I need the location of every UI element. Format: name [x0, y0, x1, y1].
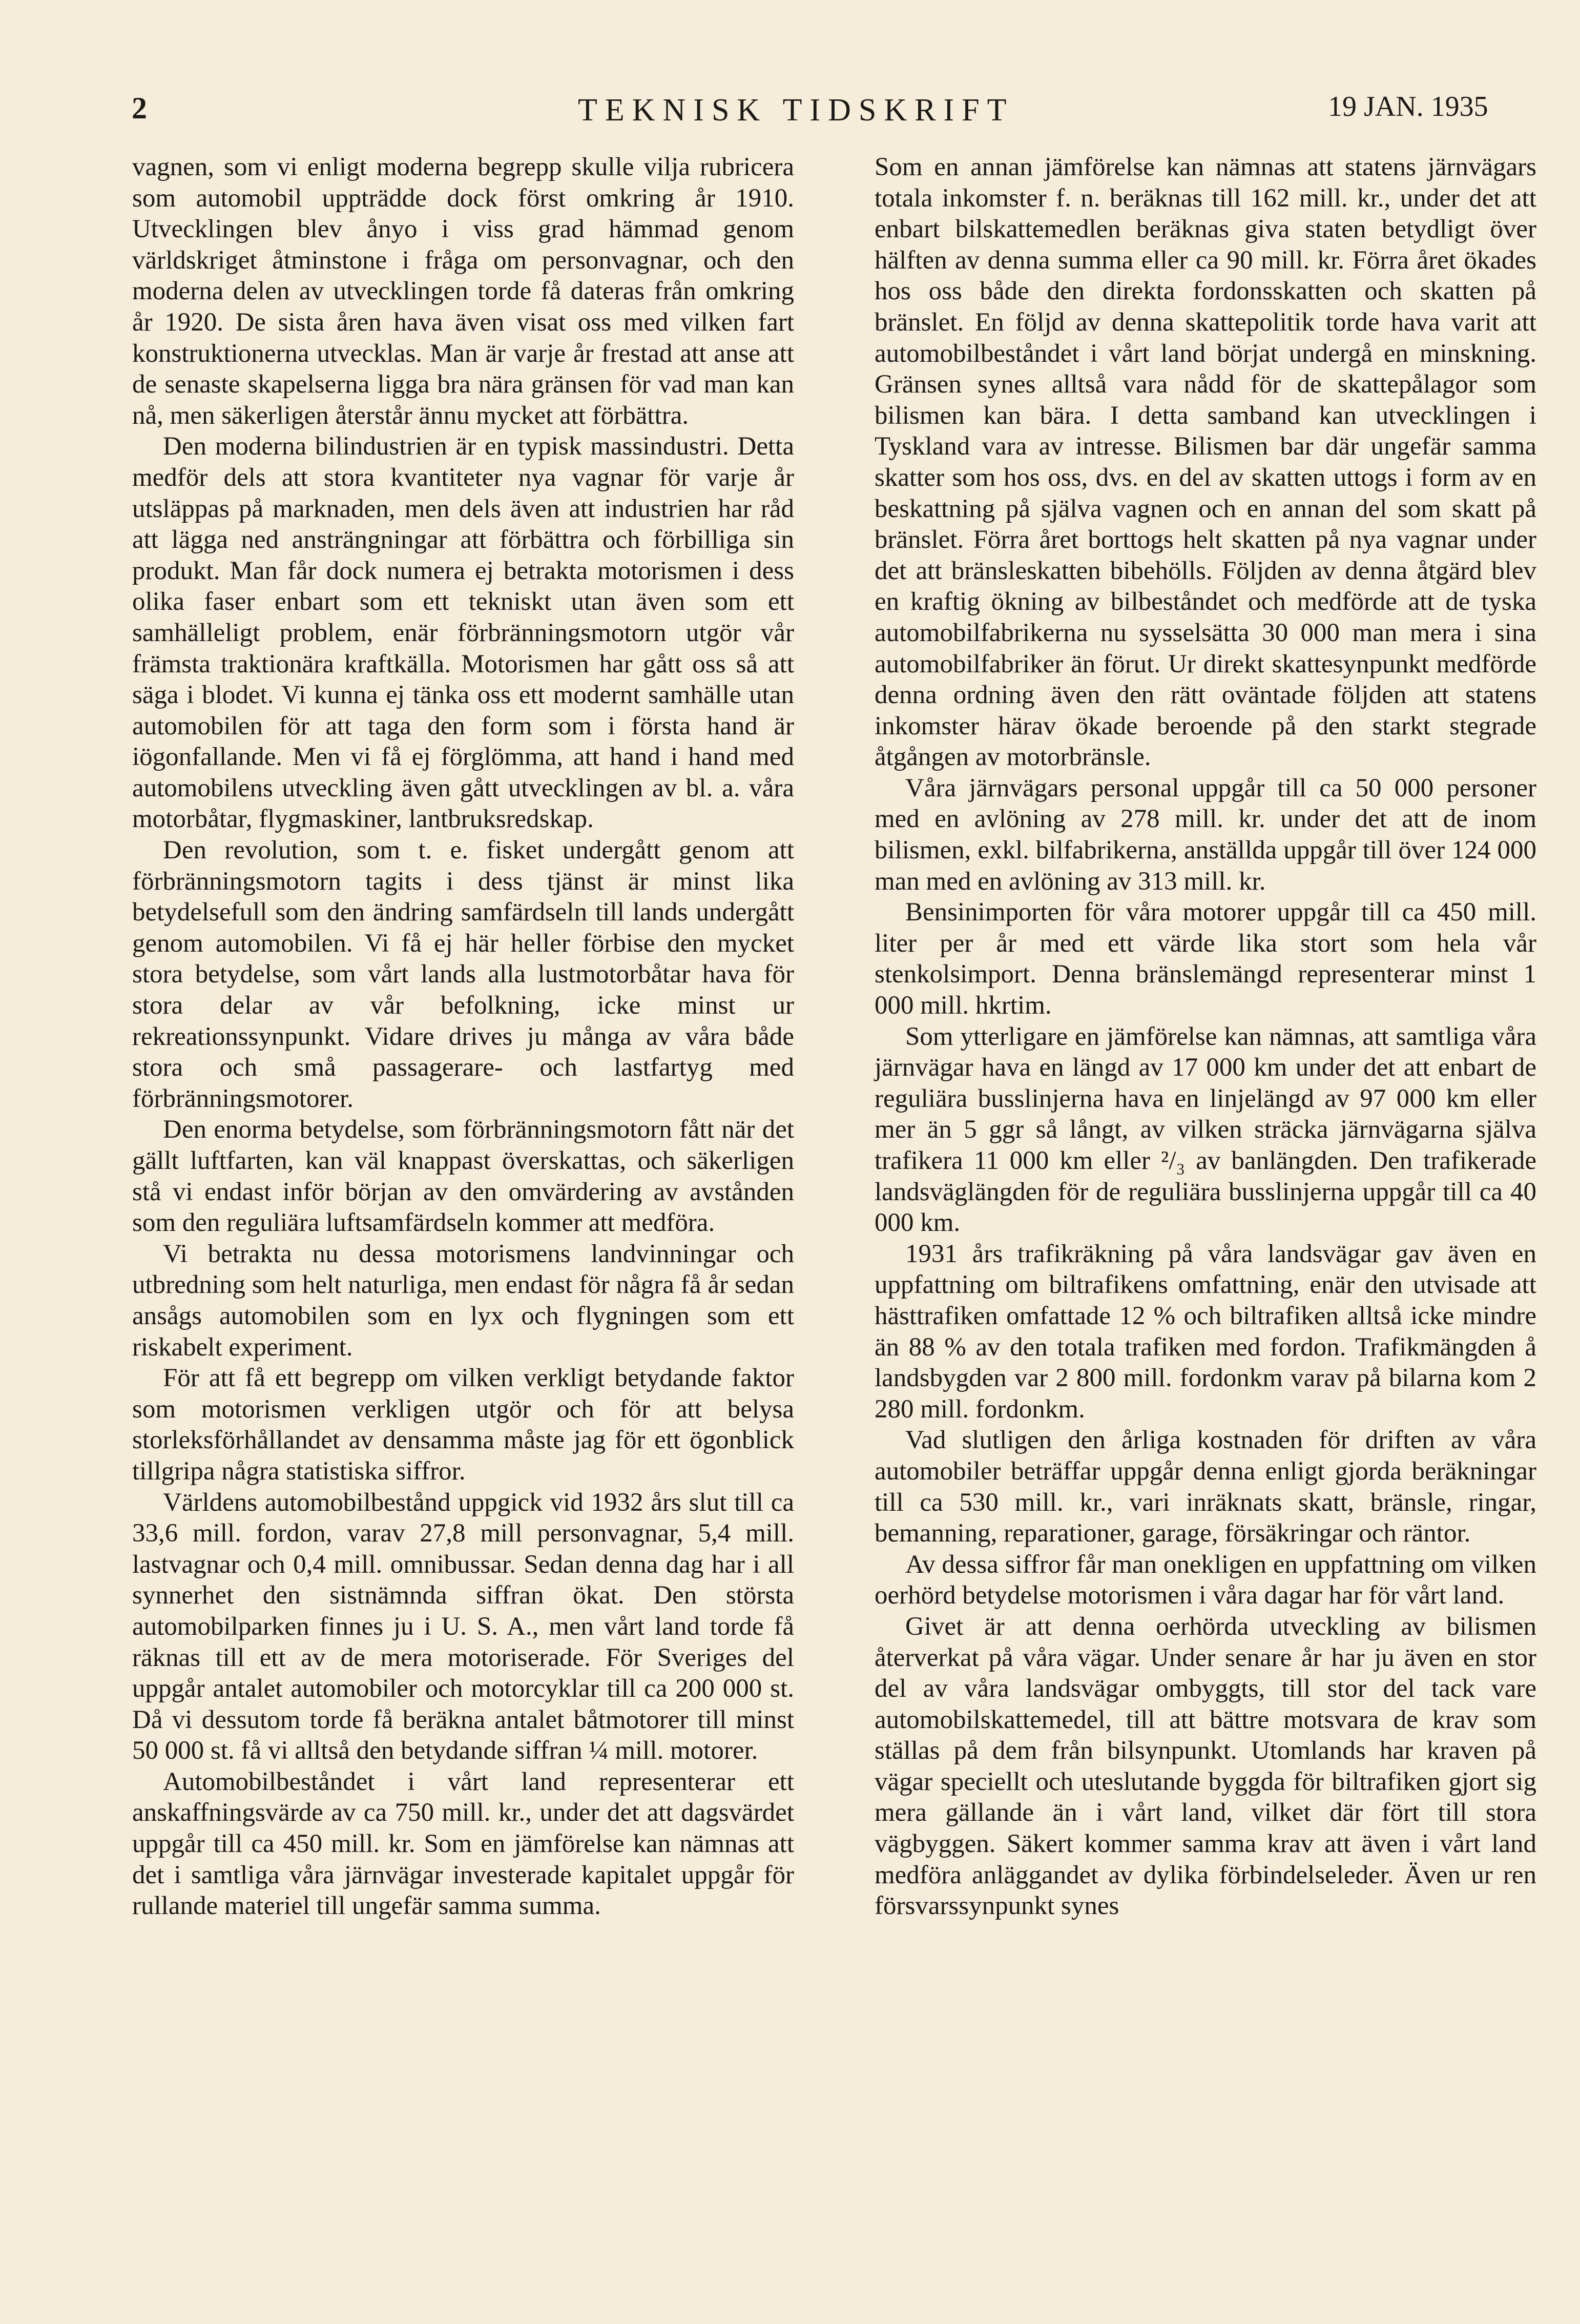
- paragraph: Som ytterligare en jämförelse kan nämnas, att samtliga våra järnvägar hava en längd av 17 000 km under det att enbart de reguliära busslinjerna hava en linjelängd av 97 000 km eller mer än 5 ggr så långt, av vilken sträcka järnvägarna själva trafikera 11 000 km eller ²/₃ av banlängden. Den trafikerade landsväglängden för de reguliära busslinjerna uppgår till ca 40 000 km.: [875, 1022, 1536, 1238]
- paragraph: Den moderna bilindustrien är en typisk massindustri. Detta medför dels att stora kvantiteter nya vagnar för varje år utsläppas på marknaden, men dels även att industrien har råd att lägga ned ansträngningar att förbättra och förbilliga sin produkt. Man får dock numera ej betrakta motorismen i dess olika faser enbart som ett tekniskt utan även som ett samhälleligt problem, enär förbränningsmotorn utgör vår främsta traktionära kraftkälla. Motorismen har gått oss så att säga i blodet. Vi kunna ej tänka oss ett modernt samhälle utan automobilen för att taga den form som i första hand är iögonfallande. Men vi få ej förglömma, att hand i hand med automobilens utveckling även gått utvecklingen av bl. a. våra motorbåtar, flygmaskiner, lantbruksredskap.: [132, 432, 794, 834]
- text-column-right: [875, 152, 1536, 1922]
- paragraph: Automobilbeståndet i vårt land representerar ett anskaffningsvärde av ca 750 mill. kr., under det att dagsvärdet uppgår till ca 450 mill. kr. Som en jämförelse kan nämnas att det i samtliga våra järnvägar investerade kapitalet uppgår för rullande materiel till ungefär samma summa.: [132, 1767, 794, 1921]
- paragraph: För att få ett begrepp om vilken verkligt betydande faktor som motorismen verkligen utgör och för att belysa storleksförhållandet av densamma måste jag för ett ögonblick tillgripa några statistiska siffror.: [132, 1364, 794, 1486]
- paragraph: Som en annan jämförelse kan nämnas att statens järnvägars totala inkomster f. n. beräknas till 162 mill. kr., under det att enbart bilskattemedlen beräknas giva staten betydligt över hälften av denna summa eller ca 90 mill. kr. Förra året ökades hos oss både den direkta fordonsskatten och skatten på bränslet. En följd av denna skattepolitik torde hava varit att automobilbeståndet i vårt land börjat undergå en minskning. Gränsen synes alltså vara nådd för de skattepålagor som bilismen kan bära. I detta samband kan utvecklingen i Tyskland vara av intresse. Bilismen bar där ungefär samma skatter som hos oss, dvs. en del av skatten uttogs i form av en beskattning på själva vagnen och en annan del som skatt på bränslet. Förra året borttogs helt skatten på nya vagnar under det att bränsleskatten bibehölls. Följden av denna åtgärd blev en kraftig ökning av bilbeståndet och medförde att de tyska automobilfabrikerna nu sysselsätta 30 000 man mera i sina automobilfabriker än förut. Ur direkt skattesynpunkt medförde denna ordning även den rätt oväntade följden att statens inkomster härav ökade beroende på den starkt stegrade åtgången av motorbränsle.: [875, 153, 1536, 772]
- issue-date: 19 JAN. 1935: [1328, 91, 1488, 122]
- paragraph: Vi betrakta nu dessa motorismens landvinningar och utbredning som helt naturliga, men endast för några få år sedan ansågs automobilen som en lyx och flygningen som ett riskabelt experiment.: [132, 1239, 794, 1362]
- paragraph: Bensinimporten för våra motorer uppgår till ca 450 mill. liter per år med ett värde lika stort som hela vår stenkolsimport. Denna bränslemängd representerar minst 1 000 mill. hkrtim.: [875, 898, 1536, 1020]
- paragraph: Vad slutligen den årliga kostnaden för driften av våra automobiler beträffar uppgår denna enligt gjorda beräkningar till ca 530 mill. kr., vari inräknats skatt, bränsle, ringar, bemanning, reparationer, garage, försäkringar och räntor.: [875, 1426, 1536, 1548]
- page-number: 2: [132, 91, 147, 125]
- text-column-left: [132, 152, 794, 1922]
- paragraph: Den enorma betydelse, som förbränningsmotorn fått när det gällt luftfarten, kan väl knappast överskattas, och säkerligen stå vi endast inför början av den omvärdering av avstånden som den reguliära luftsamfärdseln kommer att medföra.: [132, 1115, 794, 1238]
- journal-title: TEKNISK TIDSKRIFT: [578, 93, 1014, 128]
- paragraph: vagnen, som vi enligt moderna begrepp skulle vilja rubricera som automobil uppträdde dock först omkring år 1910. Utvecklingen blev ånyo i viss grad hämmad genom världskriget åtminstone i fråga om personvagnar, och den moderna delen av utvecklingen torde få dateras från omkring år 1920. De sista åren hava även visat oss med vilken fart konstruktionerna utvecklas. Man är varje år frestad att anse att de senaste skapelserna ligga bra nära gränsen för vad man kan nå, men säkerligen återstår ännu mycket att förbättra.: [132, 153, 794, 430]
- page-header: [0, 0, 1580, 164]
- paragraph: Den revolution, som t. e. fisket undergått genom att förbränningsmotorn tagits i dess tjänst är minst lika betydelsefull som den ändring samfärdseln till lands undergått genom automobilen. Vi få ej här heller förbise den mycket stora betydelse, som vårt lands alla lustmotorbåtar hava för stora delar av vår befolkning, icke minst ur rekreationssynpunkt. Vidare drives ju många av våra både stora och små passagerare- och lastfartyg med förbränningsmotorer.: [132, 836, 794, 1113]
- paragraph: Världens automobilbestånd uppgick vid 1932 års slut till ca 33,6 mill. fordon, varav 27,8 mill personvagnar, 5,4 mill. lastvagnar och 0,4 mill. omnibussar. Sedan denna dag har i all synnerhet den sistnämnda siffran ökat. Den största automobilparken finnes ju i U. S. A., men vårt land torde få räknas till ett av de mera motoriserade. För Sveriges del uppgår antalet automobiler och motorcyklar till ca 200 000 st. Då vi dessutom torde få beräkna antalet båtmotorer till minst 50 000 st. få vi alltså den betydande siffran ¼ mill. motorer.: [132, 1488, 794, 1765]
- paragraph: Våra järnvägars personal uppgår till ca 50 000 personer med en avlöning av 278 mill. kr. under det att de inom bilismen, exkl. bilfabrikerna, anställda uppgår till över 124 000 man med en avlöning av 313 mill. kr.: [875, 773, 1536, 896]
- paragraph: Av dessa siffror får man onekligen en uppfattning om vilken oerhörd betydelse motorismen i våra dagar har för vårt land.: [875, 1550, 1536, 1610]
- paragraph: 1931 års trafikräkning på våra landsvägar gav även en uppfattning om biltrafikens omfattning, enär den utvisade att hästtrafiken omfattade 12 % och biltrafiken alltså icke mindre än 88 % av den totala trafiken med fordon. Trafikmängden å landsbygden var 2 800 mill. fordonkm varav på bilarna kom 2 280 mill. fordonkm.: [875, 1239, 1536, 1424]
- paragraph: Givet är att denna oerhörda utveckling av bilismen återverkat på våra vägar. Under senare år har ju även en stor del av våra landsvägar ombyggts, till stor del tack vare automobilskattemedel, till att bättre motsvara de krav som ställas på dem från bilsynpunkt. Utomlands har kraven på vägar speciellt och uteslutande byggda för biltrafiken gjort sig mera gällande än i vårt land, vilket där fört till stora vägbyggen. Säkert kommer samma krav att även i vårt land medföra anläggandet av dylika förbindelseleder. Även ur ren försvarssynpunkt synes: [875, 1612, 1536, 1921]
